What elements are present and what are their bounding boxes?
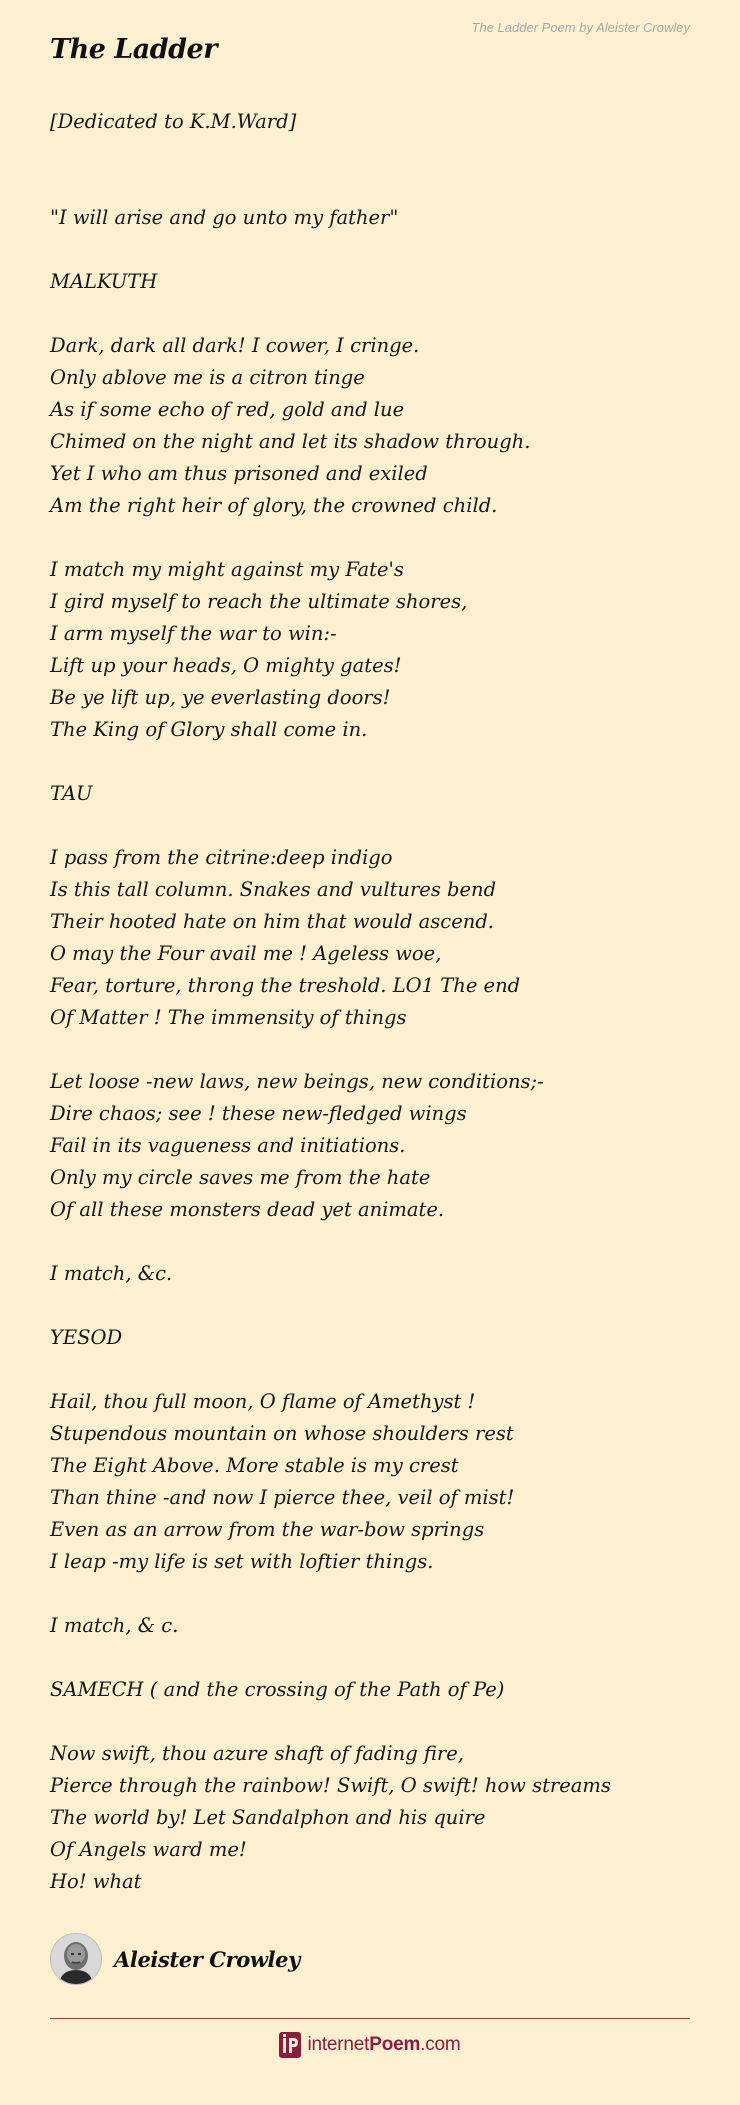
poem-line: Their hooted hate on him that would ascend. bbox=[50, 910, 494, 933]
poem-line: The King of Glory shall come in. bbox=[50, 718, 368, 741]
poem-line: Of Angels ward me! bbox=[50, 1838, 247, 1861]
poem-line: Only ablove me is a citron tinge bbox=[50, 366, 365, 389]
poem-line: Fear, torture, throng the treshold. LO1 The end bbox=[50, 974, 521, 997]
poem-line: Is this tall column. Snakes and vultures bend bbox=[50, 878, 497, 901]
poem-line: As if some echo of red, gold and lue bbox=[50, 398, 405, 421]
poem-line: Fail in its vagueness and initiations. bbox=[50, 1134, 406, 1157]
poem-line: Than thine -and now I pierce thee, veil of mist! bbox=[50, 1486, 515, 1509]
poem-line: The world by! Let Sandalphon and his quire bbox=[50, 1806, 486, 1829]
stanza-gap bbox=[50, 1290, 690, 1322]
stanza-gap bbox=[50, 1578, 690, 1610]
poem-line: Yet I who am thus prisoned and exiled bbox=[50, 462, 428, 485]
logo-dotcom: .com bbox=[420, 2034, 461, 2055]
stanza-gap bbox=[50, 234, 690, 266]
poem-line: Only my circle saves me from the hate bbox=[50, 1166, 431, 1189]
stanza-gap bbox=[50, 1226, 690, 1258]
poem-title: The Ladder bbox=[50, 34, 217, 65]
poem-line: I match my might against my Fate's bbox=[50, 558, 404, 581]
author-avatar[interactable] bbox=[50, 1933, 102, 1985]
poem-line: Of Matter ! The immensity of things bbox=[50, 1006, 407, 1029]
author-portrait-icon bbox=[51, 1934, 101, 1984]
header-credit: The Ladder Poem by Aleister Crowley bbox=[471, 20, 690, 35]
poem-line: YESOD bbox=[50, 1326, 123, 1349]
poem-body bbox=[50, 106, 690, 1898]
logo-poem: Poem bbox=[369, 2034, 421, 2055]
internetpoem-logo-icon bbox=[279, 2032, 301, 2058]
poem-line: Now swift, thou azure shaft of fading fire, bbox=[50, 1742, 464, 1765]
stanza-gap bbox=[50, 522, 690, 554]
poem-line: SAMECH ( and the crossing of the Path of Pe) bbox=[50, 1678, 505, 1701]
poem-line: Lift up your heads, O mighty gates! bbox=[50, 654, 402, 677]
footer-divider bbox=[50, 2018, 690, 2019]
poem-line: Be ye lift up, ye everlasting doors! bbox=[50, 686, 391, 709]
stanza-gap bbox=[50, 170, 690, 202]
stanza-gap bbox=[50, 1034, 690, 1066]
poem-line: I match, & c. bbox=[50, 1614, 179, 1637]
poem-line: The Eight Above. More stable is my crest bbox=[50, 1454, 459, 1477]
poem-line: MALKUTH bbox=[50, 270, 158, 293]
poem-line: I match, &c. bbox=[50, 1262, 173, 1285]
poem-line: Am the right heir of glory, the crowned child. bbox=[50, 494, 498, 517]
author-block[interactable] bbox=[50, 1933, 300, 1985]
author-name-link[interactable]: Aleister Crowley bbox=[114, 1946, 300, 1972]
poem-line: [Dedicated to K.M.Ward] bbox=[50, 110, 297, 133]
poem-line: I gird myself to reach the ultimate shores, bbox=[50, 590, 468, 613]
poem-line: O may the Four avail me ! Ageless woe, bbox=[50, 942, 442, 965]
stanza-gap bbox=[50, 1642, 690, 1674]
poem-line: Let loose -new laws, new beings, new conditions;- bbox=[50, 1070, 544, 1093]
poem-line: Dark, dark all dark! I cower, I cringe. bbox=[50, 334, 420, 357]
poem-line: "I will arise and go unto my father" bbox=[50, 206, 399, 229]
poem-line: Stupendous mountain on whose shoulders rest bbox=[50, 1422, 514, 1445]
poem-line: Of all these monsters dead yet animate. bbox=[50, 1198, 445, 1221]
poem-line: I pass from the citrine:deep indigo bbox=[50, 846, 393, 869]
logo-internet: internet bbox=[307, 2034, 370, 2055]
poem-line: I arm myself the war to win:- bbox=[50, 622, 337, 645]
poem-line: Ho! what bbox=[50, 1870, 142, 1893]
stanza-gap bbox=[50, 138, 690, 170]
stanza-gap bbox=[50, 1354, 690, 1386]
stanza-gap bbox=[50, 1706, 690, 1738]
poem-line: Even as an arrow from the war-bow springs bbox=[50, 1518, 485, 1541]
poem-line: Dire chaos; see ! these new-fledged wings bbox=[50, 1102, 467, 1125]
stanza-gap bbox=[50, 746, 690, 778]
stanza-gap bbox=[50, 810, 690, 842]
poem-line: I leap -my life is set with loftier things. bbox=[50, 1550, 434, 1573]
poem-line: TAU bbox=[50, 782, 93, 805]
stanza-gap bbox=[50, 298, 690, 330]
poem-line: Pierce through the rainbow! Swift, O swift! how streams bbox=[50, 1774, 611, 1797]
poem-line: Chimed on the night and let its shadow through. bbox=[50, 430, 531, 453]
site-logo[interactable] bbox=[0, 2030, 740, 2060]
site-logo-text bbox=[307, 2034, 460, 2056]
poem-line: Hail, thou full moon, O flame of Amethyst ! bbox=[50, 1390, 476, 1413]
